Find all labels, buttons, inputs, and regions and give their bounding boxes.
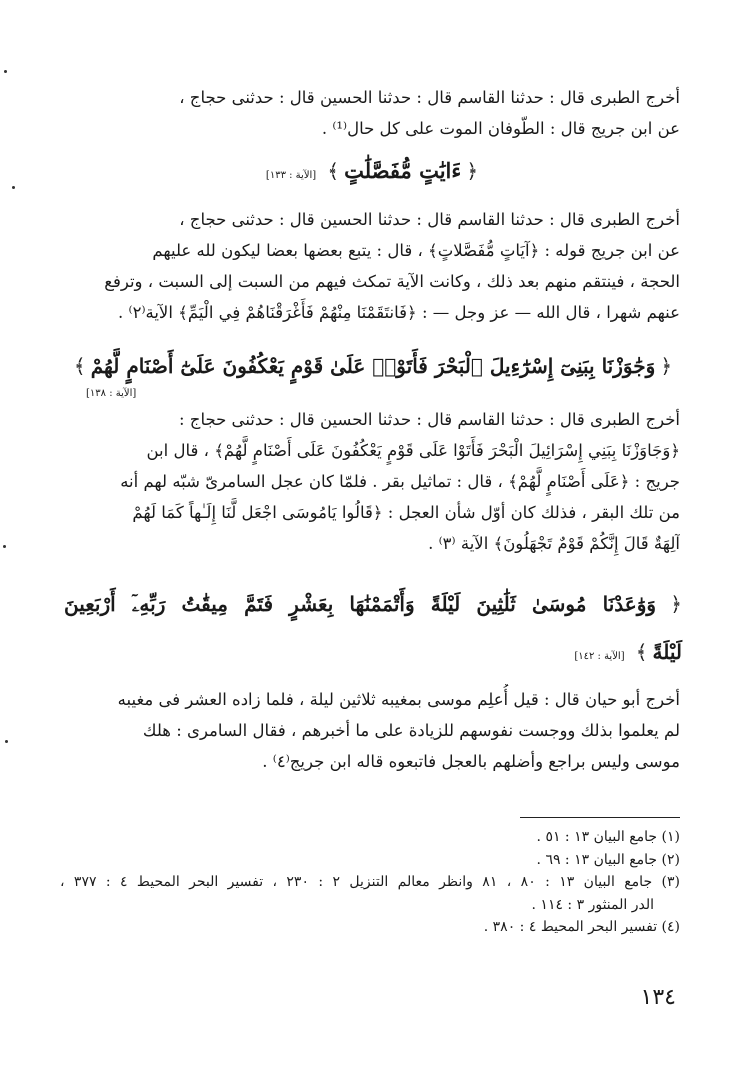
verse-heading-142-continued bbox=[568, 640, 682, 664]
verse-close-bracket: ﴾ bbox=[635, 640, 648, 664]
verse-text: ءَايَٰتٍ مُّفَصَّلَٰتٍ bbox=[344, 158, 462, 183]
paragraph-line: عن ابن جريج قال : الطّوفان الموت على كل حال⁽¹⁾ . bbox=[321, 119, 680, 138]
paragraph-line: أخرج الطبرى قال : حدثنا القاسم قال : حدثنا الحسين قال : حدثنى حجاج ، bbox=[179, 88, 680, 107]
paragraph-line: ﴿وَجَاوَزْنَا بِبَنِي إِسْرَائِيلَ الْبَحْرَ فَأَتَوْا عَلَى قَوْمٍ يَعْكُفُونَ عَلَى أَصْنَامٍ لَّهُمْ﴾ ، قال ابن bbox=[146, 441, 680, 460]
paragraph-line: أخرج الطبرى قال : حدثنا القاسم قال : حدثنا الحسين قال : حدثنى حجاج : bbox=[178, 410, 680, 429]
scan-mark bbox=[4, 70, 7, 73]
scan-mark bbox=[3, 545, 6, 548]
footnote-item: (٤) تفسير البحر المحيط ٤ : ٣٨٠ . bbox=[483, 919, 680, 935]
page-number: ١٣٤ bbox=[640, 985, 676, 1010]
footnote-item: (٣) جامع البيان ١٣ : ٨٠ ، ٨١ وانظر معالم التنزيل ٢ : ٢٣٠ ، تفسير البحر المحيط ٤ : ٣٧٧ ، bbox=[60, 874, 680, 890]
footnotes bbox=[60, 826, 680, 939]
paragraph-tabari-tufan bbox=[68, 82, 680, 144]
footnote-item: (٢) جامع البيان ١٣ : ٦٩ . bbox=[536, 851, 680, 868]
paragraph-line: الحجة ، فينتقم منهم بعد ذلك ، وكانت الآية تمكث فيهم من السبت إلى السبت ، وترفع bbox=[104, 272, 680, 291]
verse-heading-138 bbox=[64, 354, 682, 378]
verse-reference: [الآية : ١٣٣] bbox=[265, 170, 317, 181]
paragraph-abu-hayyan bbox=[68, 684, 680, 777]
verse-open-bracket: ﴿ bbox=[466, 159, 479, 183]
scan-mark bbox=[5, 740, 8, 743]
footnote-item: (١) جامع البيان ١٣ : ٥١ . bbox=[536, 829, 680, 845]
verse-open-bracket: ﴿ bbox=[660, 354, 673, 378]
verse-open-bracket: ﴿ bbox=[670, 592, 682, 616]
paragraph-line: جريج : ﴿عَلَى أَصْنَامٍ لَّهُمْ﴾ ، قال : تماثيل بقر . فلمّا كان عجل السامرىّ شبّه لهم أنه bbox=[120, 472, 680, 491]
paragraph-line: من تلك البقر ، فذلك كان أوّل شأن العجل : ﴿قَالُوا يَامُوسَى اجْعَل لَّنَا إِلَـٰهاً كَمَا لَهُمْ bbox=[132, 503, 680, 522]
paragraph-line: موسى وليس براجع وأضلهم بالعجل فاتبعوه قاله ابن جريج⁽٤⁾ . bbox=[262, 752, 680, 771]
verse-heading-133 bbox=[0, 158, 738, 183]
paragraph-tabari-ayat bbox=[68, 204, 680, 328]
verse-close-bracket: ﴾ bbox=[73, 354, 86, 378]
paragraph-tabari-asnam bbox=[68, 404, 680, 559]
verse-text: وَجَٰوَزْنَا بِبَنِىٓ إِسْرَٰٓءِيلَ ٱلْبَحْرَ فَأَتَوْا۟ عَلَىٰ قَوْمٍ يَعْكُفُونَ عَلَىٰٓ أَصْنَامٍ لَّهُمْ bbox=[90, 354, 656, 378]
footnote-item-continued: الدر المنثور ٣ : ١١٤ . bbox=[531, 896, 654, 913]
paragraph-line: أخرج أبو حيان قال : قيل أُعلِم موسى بمغيبه ثلاثين ليلة ، فلما زاده العشر فى مغيبه bbox=[117, 690, 680, 709]
paragraph-line: آلِهَةٌ قَالَ إِنَّكُمْ قَوْمٌ تَجْهَلُونَ﴾ الآية ⁽٣⁾ . bbox=[428, 534, 680, 553]
footnote-divider bbox=[520, 817, 680, 818]
verse-reference: [الآية : ١٣٨] bbox=[86, 388, 137, 399]
verse-close-bracket: ﴾ bbox=[327, 159, 340, 183]
verse-text-line-1: وَوَٰعَدْنَا مُوسَىٰ ثَلَٰثِينَ لَيْلَةً وَأَتْمَمْنَٰهَا بِعَشْرٍ فَتَمَّ مِيقَٰتُ رَبِّهِۦٓ أَرْبَعِينَ bbox=[64, 592, 657, 616]
scan-mark bbox=[12, 186, 15, 189]
verse-heading-142 bbox=[64, 592, 682, 616]
paragraph-line: عنهم شهرا ، قال الله — عز وجل — : ﴿فَانتَقَمْنَا مِنْهُمْ فَأَغْرَقْنَاهُمْ فِي الْيَمِّ﴾ الآية⁽٢⁾ . bbox=[118, 303, 680, 322]
paragraph-line: عن ابن جريج قوله : ﴿آيَاتٍ مُّفَصَّلاتٍ﴾ ، قال : يتبع بعضها بعضا ليكون لله عليهم bbox=[152, 241, 680, 260]
verse-reference: [الآية : ١٤٢] bbox=[574, 651, 625, 662]
paragraph-line: أخرج الطبرى قال : حدثنا القاسم قال : حدثنا الحسين قال : حدثنى حجاج ، bbox=[179, 210, 680, 229]
verse-text-line-2: لَيْلَةً bbox=[652, 640, 682, 664]
paragraph-line: لم يعلموا بذلك ووجست نفوسهم للزيادة على ما أخبرهم ، فقال السامرى : هلك bbox=[142, 721, 680, 740]
